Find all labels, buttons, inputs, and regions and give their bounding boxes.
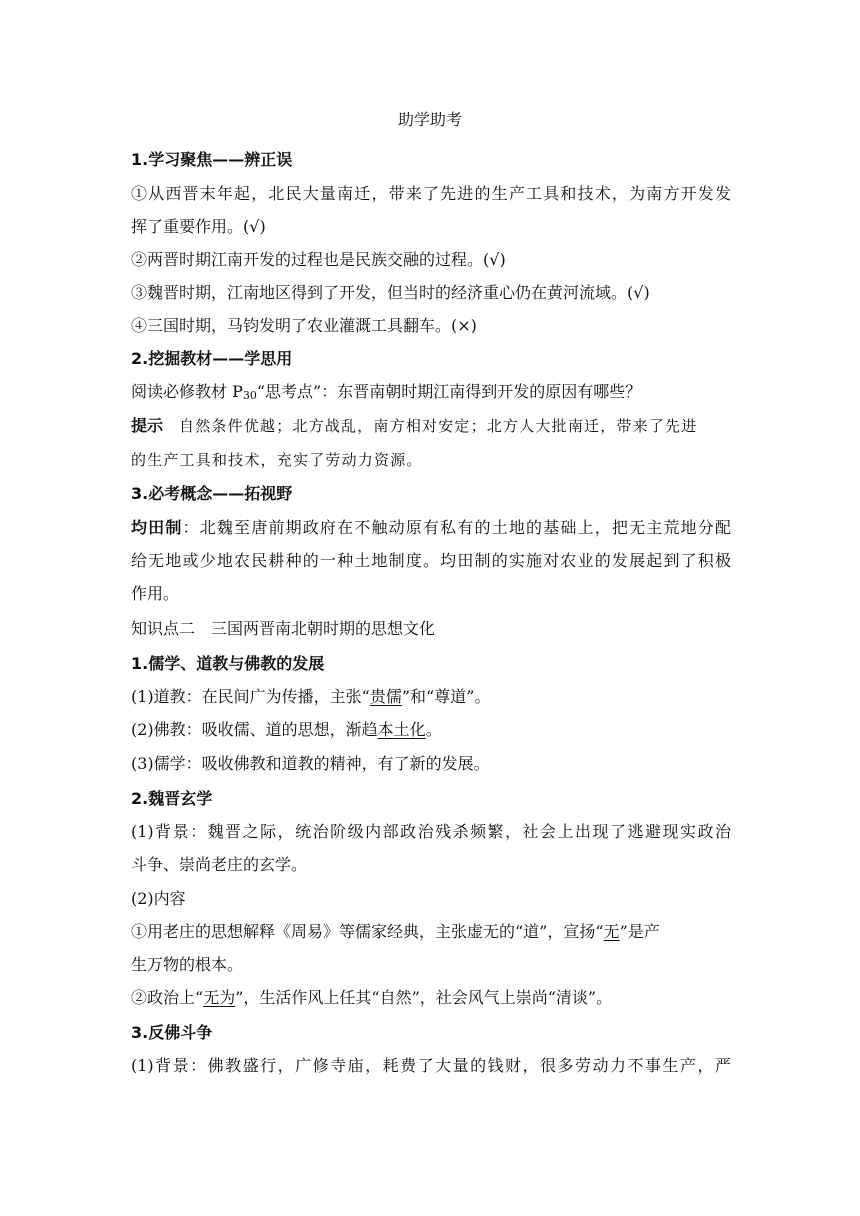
anti-buddhism-background-line-1: (1)背景：佛教盛行，广修寺庙，耗费了大量的钱财，很多劳动力不事生产，严 [131,1056,731,1075]
content-2-text-end: ”，生活作风上任其“自然”，社会风气上崇尚“清谈”。 [235,988,613,1007]
content-2-text: ②政治上“ [131,988,204,1007]
section-heading-textbook: 2.挖掘教材——学思用 [131,349,293,368]
xuanxue-background-line-1: (1)背景：魏晋之际，统治阶级内部政治残杀频繁，社会上出现了逃避现实政治 [131,822,731,841]
statement-4: ④三国时期，马钧发明了农业灌溉工具翻车。(×) [131,316,477,335]
question-prefix: 阅读必修教材 P [131,382,243,401]
xuanxue-content-2 [131,986,731,1010]
buddhism-line [131,718,731,742]
knowledge-point-heading: 知识点二 三国两晋南北朝时期的思想文化 [131,619,436,638]
buddhism-key-term: 本土化 [377,720,426,739]
daoism-key-term: 贵儒 [369,687,402,706]
xuanxue-background-line-2: 斗争、崇尚老庄的玄学。 [131,855,308,874]
xuanxue-content-label: (2)内容 [131,889,186,908]
daoism-text-end: ”和“尊道”。 [401,687,491,706]
confucianism-line: (3)儒学：吸收佛教和道教的精神，有了新的发展。 [131,754,490,773]
hint-line-2: 的生产工具和技术，充实了劳动力资源。 [131,451,423,469]
page-title: 助学助考 [397,110,462,129]
buddhism-text-end: 。 [425,720,442,739]
statement-1-line-2: 挥了重要作用。(√) [131,217,266,236]
hint-text-1: 自然条件优越；北方战乱，南方相对安定；北方人大批南迁，带来了先进 [179,417,698,435]
xuanxue-content-1-line-2: 生万物的根本。 [131,955,244,974]
daoism-line [131,685,731,709]
section-heading-concept: 3.必考概念——拓视野 [131,484,293,503]
buddhism-text: (2)佛教：吸收儒、道的思想，渐趋 [131,720,378,739]
statement-1-line-1: ①从西晋末年起，北民大量南迁，带来了先进的生产工具和技术，为南方开发发 [131,184,731,203]
section-heading-focus: 1.学习聚焦——辨正误 [131,150,293,169]
content-1-text-end: ”是产 [619,922,660,941]
concept-line-1 [131,516,731,540]
concept-line-3: 作用。 [131,584,180,603]
concept-def-1: ：北魏至唐前期政府在不触动原有私有的土地的基础上，把无主荒地分配 [182,518,731,537]
statement-3: ③魏晋时期，江南地区得到了开发，但当时的经济重心仍在黄河流域。(√) [131,283,650,302]
hint-line-1 [131,414,731,438]
content-1-key-term: 无 [603,922,620,941]
subsection-heading-religions: 1.儒学、道教与佛教的发展 [131,654,325,673]
statement-2: ②两晋时期江南开发的过程也是民族交融的过程。(√) [131,250,506,269]
page-number: 30 [242,389,257,402]
content-1-text: ①用老庄的思想解释《周易》等儒家经典，主张虚无的“道”，宣扬“ [131,922,604,941]
concept-line-2: 给无地或少地农民耕种的一种土地制度。均田制的实施对农业的发展起到了积极 [131,551,731,570]
subsection-heading-anti-buddhism: 3.反佛斗争 [131,1023,213,1042]
content-2-key-term: 无为 [203,988,236,1007]
concept-term: 均田制 [131,518,183,537]
daoism-text: (1)道教：在民间广为传播，主张“ [131,687,370,706]
question-suffix: “思考点”：东晋南朝时期江南得到开发的原因有哪些？ [256,382,642,401]
textbook-question [131,380,731,408]
hint-label: 提示 [131,416,164,435]
subsection-heading-xuanxue: 2.魏晋玄学 [131,789,213,808]
xuanxue-content-1-line-1 [131,920,731,944]
